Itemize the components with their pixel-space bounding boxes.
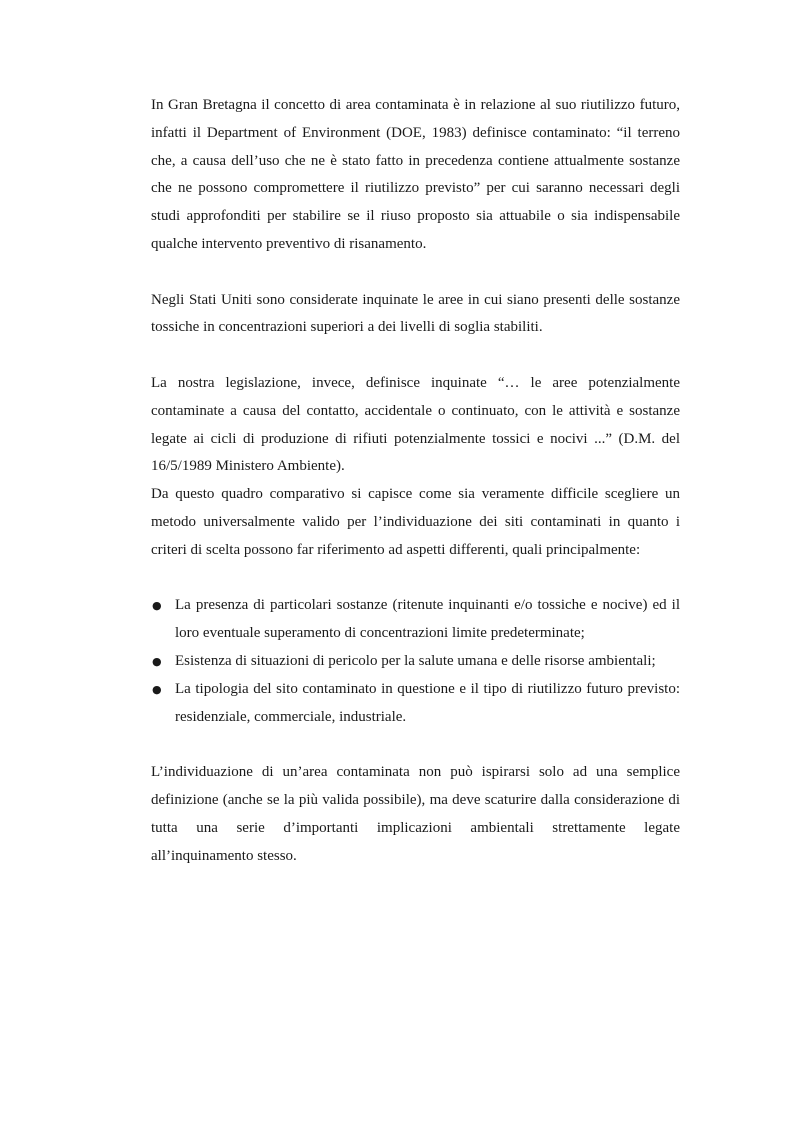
paragraph-uk-definition: In Gran Bretagna il concetto di area contaminata è in relazione al suo riutilizzo futuro, infatti il Department of Environment (DOE, 1983) definisce contaminato: “il terreno che, a causa dell’uso che ne è stato fatto in precedenza contiene attualmente sostanze che ne possono compromettere il riutilizzo previsto” per cui saranno necessari degli studi approfonditi per stabilire se il riuso proposto sia attuabile o sia indispensabile qualche intervento preventivo di risanamento. bbox=[151, 97, 680, 252]
paragraph-comparison: Da questo quadro comparativo si capisce come sia veramente difficile scegliere un metodo universalmente valido per l’individuazione dei siti contaminati in quanto i criteri di scelta possono far riferimento ad aspetti differenti, quali principalmente: bbox=[151, 486, 680, 558]
paragraph-us-definition: Negli Stati Uniti sono considerate inquinate le aree in cui siano presenti delle sostanze tossiche in concentrazioni superiori a dei livelli di soglia stabiliti. bbox=[151, 291, 680, 336]
list-item bbox=[151, 648, 680, 676]
list-item-text: Esistenza di situazioni di pericolo per la salute umana e delle risorse ambientali; bbox=[175, 652, 656, 669]
list-item bbox=[151, 676, 680, 732]
bullet-icon: ● bbox=[152, 599, 162, 613]
paragraph-conclusion: L’individuazione di un’area contaminata non può ispirarsi solo ad una semplice definizione (anche se la più valida possibile), ma deve scaturire dalla considerazione di tutta una serie d’importanti implicazioni ambientali strettamente legate all’inquinamento stesso. bbox=[151, 764, 680, 864]
criteria-list bbox=[151, 592, 680, 731]
list-item-text: La presenza di particolari sostanze (ritenute inquinanti e/o tossiche e nocive) ed il loro eventuale superamento di concentrazioni limite predeterminate; bbox=[175, 597, 680, 642]
document-body bbox=[151, 92, 680, 870]
list-item-text: La tipologia del sito contaminato in questione e il tipo di riutilizzo futuro previsto: residenziale, commerciale, industriale. bbox=[175, 680, 680, 725]
bullet-icon: ● bbox=[152, 682, 162, 696]
bullet-icon: ● bbox=[152, 654, 162, 668]
list-item bbox=[151, 592, 680, 648]
paragraph-italian-legislation: La nostra legislazione, invece, definisce inquinate “… le aree potenzialmente contaminate a causa del contatto, accidentale o continuato, con le attività e sostanze legate ai cicli di produzione di rifiuti potenzialmente tossici e nocivi ...” (D.M. del 16/5/1989 Ministero Ambiente). bbox=[151, 374, 680, 475]
